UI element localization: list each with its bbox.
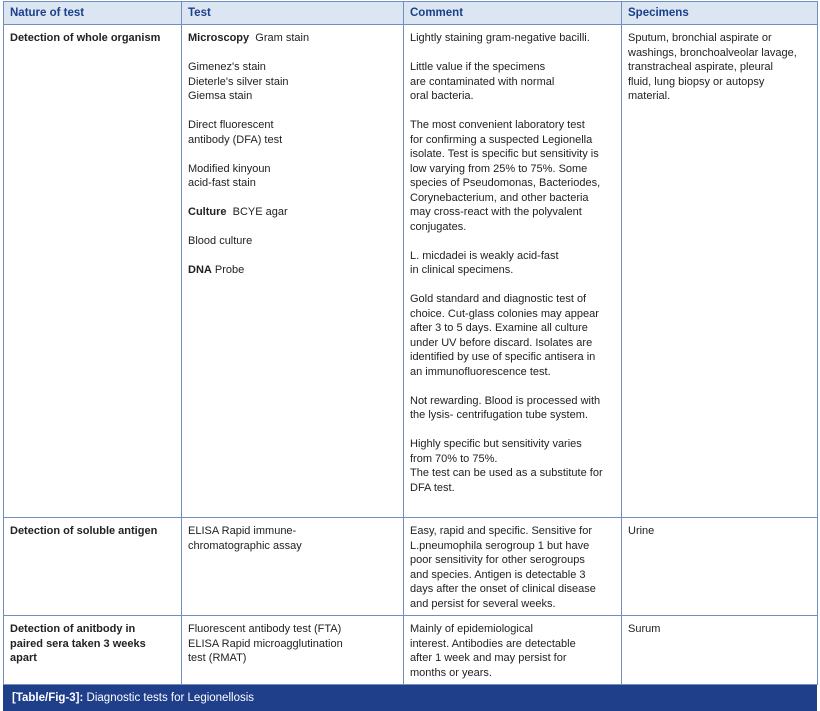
table-row: [4, 616, 818, 685]
nature-line: apart: [10, 652, 37, 664]
test-line: [188, 205, 397, 220]
comment-line: days after the onset of clinical disease: [410, 583, 596, 595]
comment-line: species of Pseudomonas, Bacteriodes,: [410, 177, 601, 189]
comment-line: may cross-react with the polyvalent: [410, 206, 582, 218]
comment-line: from 70% to 75%.: [410, 452, 498, 465]
test-item: Probe: [214, 264, 245, 276]
comment-line: Easy, rapid and specific. Sensitive for: [410, 525, 592, 537]
comment-line: The test can be used as a substitute for: [410, 467, 603, 479]
nature-cell: Detection of whole organism: [4, 25, 182, 518]
test-item: chromatographic assay: [188, 539, 302, 552]
comment-line: after 3 to 5 days. Examine all culture: [410, 322, 588, 334]
test-cell: [182, 25, 404, 518]
test-item: test (RMAT): [188, 652, 247, 664]
comment-line: after 1 week and may persist for: [410, 652, 567, 664]
comment-line: The most convenient laboratory test: [410, 119, 585, 131]
comment-line: in clinical specimens.: [410, 264, 514, 276]
comment-line: the lysis- centrifugation tube system.: [410, 409, 588, 421]
comment-line: are contaminated with normal: [410, 75, 555, 88]
test-item: Gimenez's stain: [188, 61, 266, 73]
test-item: acid-fast stain: [188, 177, 256, 189]
comment-line: identified by use of specific antisera in: [410, 351, 596, 363]
comment-line: Corynebacterium, and other bacteria: [410, 191, 589, 204]
comment-line: conjugates.: [410, 220, 467, 233]
comment-line: poor sensitivity for other serogroups: [410, 554, 585, 566]
comment-line: L. micdadei is weakly acid-fast: [410, 249, 559, 262]
header-specimens: Specimens: [622, 2, 818, 25]
specimen-line: washings, bronchoalveolar lavage,: [628, 46, 797, 59]
test-item: ELISA Rapid immune-: [188, 525, 297, 537]
test-line: [188, 263, 397, 278]
diagnostic-table-figure: [3, 1, 817, 702]
comment-line: DFA test.: [410, 481, 455, 494]
comment-line: Little value if the specimens: [410, 61, 546, 73]
nature-line: Detection of anitbody in: [10, 623, 136, 635]
comment-line: Gold standard and diagnostic test of: [410, 293, 587, 305]
comment-cell: [404, 518, 622, 616]
test-item: Gram stain: [255, 32, 310, 44]
nature-cell: Detection of soluble antigen: [4, 518, 182, 616]
comment-line: Mainly of epidemiological: [410, 623, 533, 635]
test-item: Blood culture: [188, 235, 253, 247]
header-nature: Nature of test: [4, 2, 182, 25]
nature-cell: [4, 616, 182, 685]
test-item: Direct fluorescent: [188, 119, 274, 131]
caption-text: Diagnostic tests for Legionellosis: [83, 692, 255, 704]
test-item: Fluorescent antibody test (FTA): [188, 623, 342, 635]
comment-line: isolate. Test is specific but sensitivity is: [410, 148, 599, 160]
specimen-line: material.: [628, 90, 671, 102]
comment-line: low varying from 25% to 75%. Some: [410, 162, 588, 175]
specimens-cell: [622, 25, 818, 518]
specimens-cell: Surum: [622, 616, 818, 685]
comment-line: interest. Antibodies are detectable: [410, 637, 576, 650]
table-row: [4, 518, 818, 616]
diagnostic-tests-table: [3, 1, 818, 685]
comment-line: under UV before discard. Isolates are: [410, 336, 593, 349]
comment-line: Lightly staining gram-negative bacilli.: [410, 32, 590, 44]
header-comment: Comment: [404, 2, 622, 25]
table-row: [4, 25, 818, 518]
test-cell: [182, 616, 404, 685]
comment-line: L.pneumophila serogroup 1 but have: [410, 539, 590, 552]
specimens-cell: Urine: [622, 518, 818, 616]
test-item: ELISA Rapid microagglutination: [188, 637, 343, 650]
comment-line: Not rewarding. Blood is processed with: [410, 394, 601, 407]
comment-line: oral bacteria.: [410, 90, 474, 102]
test-category-label: Microscopy: [188, 32, 250, 44]
comment-line: Highly specific but sensitivity varies: [410, 438, 582, 450]
header-test: Test: [182, 2, 404, 25]
comment-cell: [404, 616, 622, 685]
specimen-line: fluid, lung biopsy or autopsy: [628, 75, 765, 88]
comment-line: an immunofluorescence test.: [410, 365, 551, 378]
test-item: BCYE agar: [232, 206, 288, 218]
comment-line: choice. Cut-glass colonies may appear: [410, 307, 599, 320]
test-item: Giemsa stain: [188, 90, 253, 102]
nature-line: paired sera taken 3 weeks: [10, 637, 146, 650]
comment-line: and persist for several weeks.: [410, 597, 556, 610]
test-category-label: Culture: [188, 206, 227, 218]
test-item: antibody (DFA) test: [188, 133, 283, 146]
table-header-row: [4, 2, 818, 25]
test-line: [188, 31, 397, 46]
comment-line: months or years.: [410, 666, 492, 679]
comment-line: for confirming a suspected Legionella: [410, 133, 593, 146]
comment-cell: [404, 25, 622, 518]
specimen-line: Sputum, bronchial aspirate or: [628, 32, 772, 44]
caption-label: [Table/Fig-3]:: [12, 692, 84, 704]
table-caption: [3, 685, 817, 711]
test-item: Dieterle's silver stain: [188, 75, 289, 88]
comment-line: and species. Antigen is detectable 3: [410, 568, 586, 581]
test-cell: [182, 518, 404, 616]
specimen-line: transtracheal aspirate, pleural: [628, 61, 773, 73]
test-item: Modified kinyoun: [188, 162, 271, 175]
test-category-label: DNA: [188, 264, 212, 276]
